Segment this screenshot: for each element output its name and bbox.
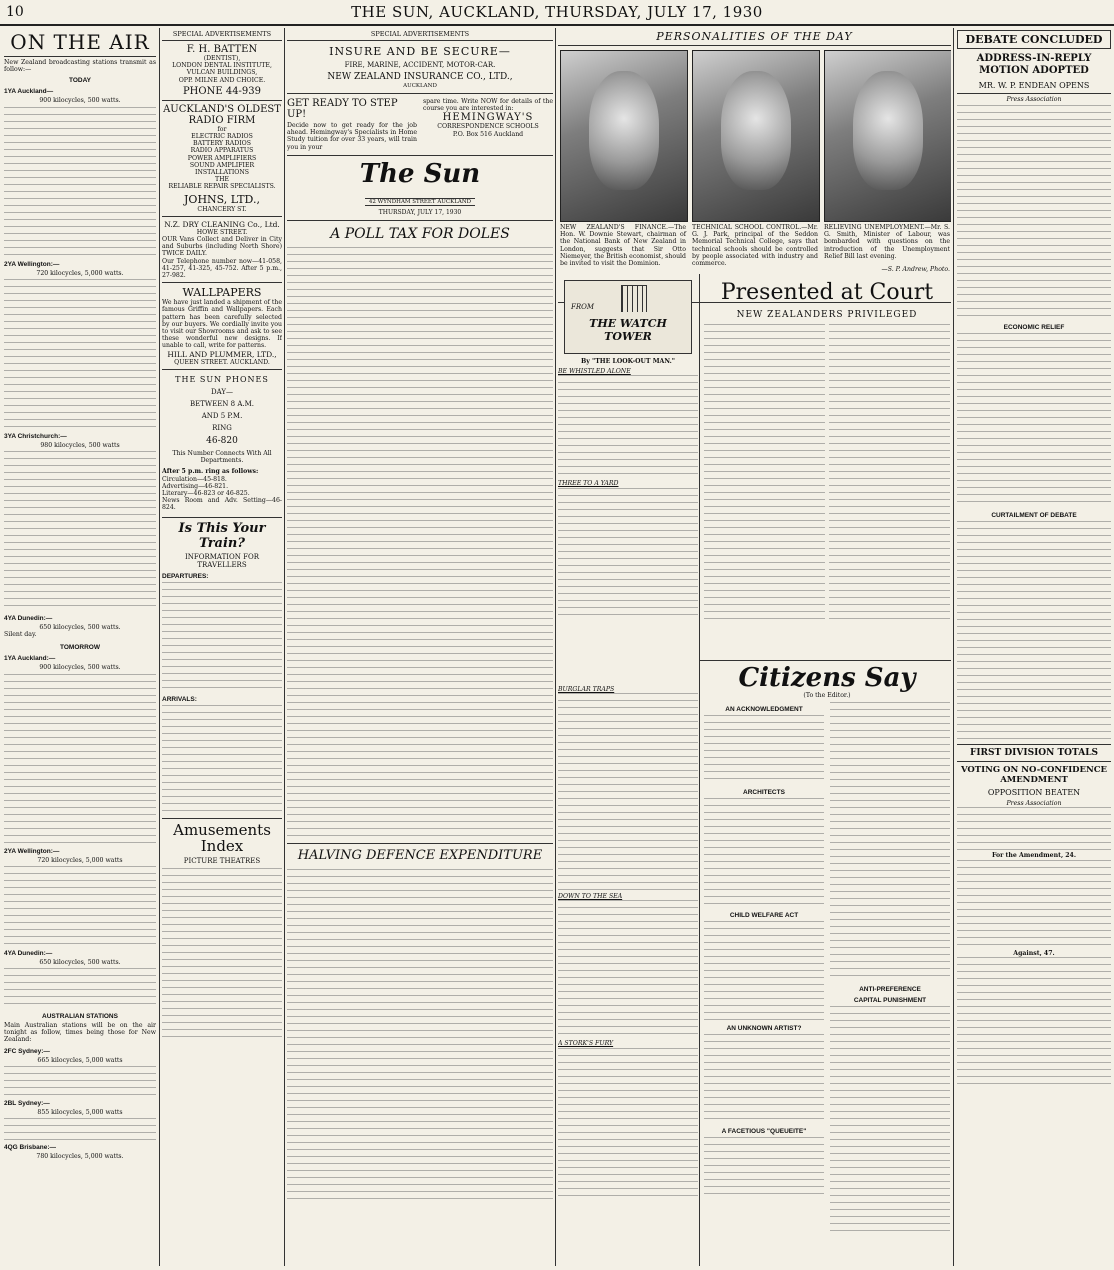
watch-tower-title: THE WATCH TOWER	[589, 317, 667, 343]
page-number: 10	[6, 4, 24, 20]
portrait-photo	[824, 50, 951, 222]
dry-cleaning-body: OUR Vans Collect and Deliver in City and Suburbs (including North Shore) TWICE DAILY.	[162, 236, 282, 258]
watch-tower-text	[558, 1048, 698, 1198]
letter-heading: ARCHITECTS	[743, 789, 785, 797]
sun-phones-note: This Number Connects With All Departments.	[172, 449, 272, 465]
first-division-headline: FIRST DIVISION TOTALS	[957, 744, 1111, 762]
picture-theatres-heading: PICTURE THEATRES	[183, 856, 261, 865]
wallpapers-heading: WALLPAPERS	[182, 286, 262, 300]
court-text	[829, 324, 950, 624]
watch-tower-byline: By "THE LOOK-OUT MAN."	[581, 358, 675, 365]
departures-list	[162, 582, 282, 692]
against-amendment-heading: Against, 47.	[1013, 949, 1055, 957]
citizens-say-headline: Citizens Say	[738, 664, 916, 693]
debate-text	[957, 521, 1111, 741]
economic-relief-heading: ECONOMIC RELIEF	[1003, 324, 1065, 332]
sun-phones-box	[162, 370, 282, 518]
train-section	[162, 518, 282, 818]
hemingways-spare: spare time. Write NOW for details of the course you are interested in:	[423, 98, 553, 113]
personalities-column	[558, 30, 951, 1266]
hemingways-heading: GET READY TO STEP UP!	[287, 98, 398, 120]
after-hours-literary: Literary—46-823 or 46-825.	[162, 489, 250, 497]
programme-text	[4, 279, 156, 429]
tomorrow-1ya-freq: 900 kilocycles, 500 watts.	[39, 664, 121, 672]
programme-text	[4, 451, 156, 611]
section-rule	[700, 660, 951, 661]
batten-line: OPP. MILNE AND CHOICE.	[178, 76, 266, 84]
programme-text	[4, 866, 156, 946]
batten-line: (DENTIST),	[203, 55, 241, 62]
portrait-face	[721, 71, 792, 190]
hemingways-body: Decide now to get ready for the job ahead. Hemingway's Specialists in Home Study tuition for over 33 years, will train you in your	[287, 122, 417, 151]
station-1ya-freq: 900 kilocycles, 500 watts.	[39, 97, 121, 105]
batten-line: LONDON DENTAL INSTITUTE,	[172, 62, 272, 70]
dry-cleaning-ad	[162, 217, 282, 283]
letter-text	[830, 1006, 950, 1236]
station-2ya: 2YA Wellington:—	[4, 260, 60, 268]
letter-text	[704, 798, 824, 908]
station-2ya-freq: 720 kilocycles, 5,000 watts.	[36, 269, 124, 277]
train-heading: Is This Your Train?	[178, 520, 266, 551]
on-the-air-column	[4, 30, 156, 1266]
australian-stations-heading: AUSTRALIAN STATIONS	[42, 1013, 118, 1021]
on-the-air-intro: New Zealand broadcasting stations transmit as follow:—	[4, 59, 156, 74]
debate-text	[957, 105, 1111, 320]
watch-tower-text	[558, 693, 698, 893]
station-2bl: 2BL Sydney:—	[4, 1099, 50, 1107]
portrait-caption: TECHNICAL SCHOOL CONTROL.—Mr. G. J. Park, principal of the Seddon Memorial Technical College, says that technical schools should be controlled by people associated with industry and commerce.	[692, 224, 818, 268]
insurance-ad	[287, 41, 553, 94]
dry-cleaning-phones: Our Telephone number now—41-058, 41-257, 41-325, 45-752. After 5 p.m., 27-982.	[162, 257, 282, 280]
train-subheading: INFORMATION FOR TRAVELLERS	[185, 552, 259, 569]
tomorrow-2ya: 2YA Wellington:—	[4, 847, 60, 855]
special-ads-column	[162, 30, 282, 1266]
photo-credit: —S. P. Andrew, Photo.	[881, 266, 950, 273]
letter-text	[704, 715, 824, 785]
hemingways-name: HEMINGWAY'S	[442, 112, 534, 124]
tomorrow-heading: TOMORROW	[60, 644, 100, 652]
programme-text	[4, 1066, 156, 1096]
radio-firm-items: ELECTRIC RADIOS BATTERY RADIOS RADIO APPARATUS POWER AMPLIFIERS SOUND AMPLIFIER INSTALLATIONS	[187, 133, 257, 177]
hemingways-address: P.O. Box 516 Auckland	[452, 130, 524, 138]
masthead-title: THE SUN, AUCKLAND, THURSDAY, JULY 17, 1930	[351, 3, 763, 21]
arrivals-heading: ARRIVALS:	[162, 695, 197, 703]
sun-phones-number: 46-820	[206, 435, 238, 446]
special-ads-label: SPECIAL ADVERTISEMENTS	[162, 30, 282, 41]
portrait-face	[853, 71, 924, 190]
debate-text	[957, 807, 1111, 852]
johns-address: CHANCERY ST.	[197, 205, 247, 213]
radio-firm-title: AUCKLAND'S OLDEST RADIO FIRM	[163, 103, 281, 126]
column-rule	[699, 274, 700, 1266]
programme-text	[4, 968, 156, 1008]
hill-plummer-address: QUEEN STREET. AUCKLAND.	[174, 358, 270, 366]
court-subheadline: NEW ZEALANDERS PRIVILEGED	[736, 310, 918, 320]
column-rule	[953, 28, 954, 1266]
letter-text	[704, 1137, 824, 1197]
sun-logo-block	[287, 156, 553, 221]
station-3ya-freq: 980 kilocycles, 500 watts	[40, 441, 120, 449]
court-text	[704, 324, 825, 624]
hemingways-schools: CORRESPONDENCE SCHOOLS	[437, 123, 539, 131]
johns-name: JOHNS, LTD.,	[184, 192, 260, 206]
citizens-say-section	[704, 664, 950, 1264]
letter-text	[704, 921, 824, 1021]
portrait-caption: NEW ZEALAND'S FINANCE.—The Hon. W. Downie Stewart, chairman of the National Bank of New Zealand in London, suggests that Sir Otto Niemeyer, the British economist, should be invited to visit the Dominion.	[560, 224, 686, 268]
tomorrow-1ya: 1YA Auckland:—	[4, 655, 56, 663]
sun-logo: The Sun	[359, 158, 481, 189]
defence-article-text	[287, 869, 553, 1199]
personalities-heading: PERSONALITIES OF THE DAY	[558, 30, 951, 46]
programme-text	[4, 107, 156, 257]
sun-phones-heading: THE SUN PHONES	[175, 374, 269, 384]
silent-day: Silent day.	[4, 631, 37, 639]
station-4qg: 4QG Brisbane:—	[4, 1144, 57, 1152]
letter-heading: CHILD WELFARE ACT	[729, 912, 799, 920]
poll-tax-article-text	[287, 247, 553, 837]
address-in-reply-headline: ADDRESS-IN-REPLY MOTION ADOPTED	[976, 53, 1092, 76]
tomorrow-4ya: 4YA Dunedin:—	[4, 949, 53, 957]
watch-tower-item-heading: BE WHISTLED ALONE	[558, 368, 631, 376]
insurance-subtitle: FIRE, MARINE, ACCIDENT, MOTOR-CAR.	[344, 61, 496, 69]
tomorrow-4ya-freq: 650 kilocycles, 500 watts.	[39, 958, 121, 966]
letter-text	[830, 702, 950, 982]
opposition-beaten-headline: OPPOSITION BEATEN	[987, 788, 1081, 798]
programme-text	[4, 1118, 156, 1140]
halving-defence-headline: HALVING DEFENCE EXPENDITURE	[287, 843, 553, 863]
amusements-heading: Amusements Index	[173, 820, 271, 855]
watch-tower-text	[558, 488, 698, 618]
editorial-column	[287, 30, 553, 1266]
on-the-air-heading: ON THE AIR	[4, 30, 156, 57]
batten-line: VULCAN BUILDINGS,	[186, 69, 258, 77]
insurance-city: AUCKLAND	[403, 83, 437, 89]
wallpapers-ad	[162, 283, 282, 370]
column-rule	[159, 28, 160, 1266]
citizens-say-subheading: (To the Editor.)	[803, 692, 851, 699]
tower-icon	[621, 285, 647, 312]
watch-tower-emblem	[564, 280, 692, 354]
press-association: Press Association	[1006, 96, 1062, 103]
dry-cleaning-address: HOWE STREET.	[196, 228, 248, 236]
watch-tower-item-heading: A STORK'S FURY	[558, 1040, 614, 1048]
batten-phone: PHONE 44-939	[182, 85, 262, 97]
batten-ad	[162, 41, 282, 101]
portrait-photo	[560, 50, 688, 222]
dry-cleaning-name: N.Z. DRY CLEANING Co., Ltd.	[164, 219, 280, 229]
station-2bl-freq: 855 kilocycles, 5,000 watts	[37, 1108, 123, 1116]
press-association: Press Association	[1006, 800, 1062, 808]
station-1ya: 1YA Auckland—	[4, 88, 54, 96]
division-list	[957, 860, 1111, 950]
station-4ya: 4YA Dunedin:—	[4, 615, 53, 623]
programme-text	[4, 674, 156, 844]
insurance-company: NEW ZEALAND INSURANCE CO., LTD.,	[327, 72, 513, 82]
station-2fc: 2FC Sydney:—	[4, 1047, 50, 1055]
editorial-dateline: THURSDAY, JULY 17, 1930	[378, 208, 462, 216]
station-4qg-freq: 780 kilocycles, 5,000 watts.	[36, 1153, 124, 1161]
letter-signature: ANTI-PREFERENCE	[859, 986, 921, 994]
departures-heading: DEPARTURES:	[162, 572, 209, 580]
station-2fc-freq: 665 kilocycles, 5,000 watts	[37, 1056, 123, 1064]
station-4ya-freq: 650 kilocycles, 500 watts.	[39, 624, 121, 632]
watch-tower-item-heading: THREE TO A YARD	[558, 480, 619, 488]
poll-tax-headline: A POLL TAX FOR DOLES	[330, 225, 510, 242]
letter-heading: A FACETIOUS "QUEUEITE"	[721, 1128, 807, 1136]
letter-heading: AN UNKNOWN ARTIST?	[726, 1025, 802, 1033]
sun-phones-hours: BETWEEN 8 A.M.	[189, 399, 255, 408]
column-rule	[555, 28, 556, 1266]
hill-plummer-name: HILL AND PLUMMER, LTD.,	[167, 349, 277, 359]
radio-firm-for: for	[217, 125, 227, 133]
curtailment-heading: CURTAILMENT OF DEBATE	[991, 512, 1077, 520]
endean-headline: MR. W. P. ENDEAN OPENS	[957, 81, 1111, 94]
sun-phones-ring: RING	[212, 423, 232, 432]
watch-tower-item-heading: BURGLAR TRAPS	[558, 686, 615, 693]
column-rule	[284, 28, 285, 1266]
radio-firm-the: THE	[214, 176, 230, 184]
letter-heading: AN ACKNOWLEDGMENT	[725, 706, 803, 714]
batten-name: F. H. BATTEN	[186, 44, 258, 55]
station-3ya: 3YA Christchurch:—	[4, 432, 67, 440]
sun-phones-hours-end: AND 5 P.M.	[201, 411, 243, 420]
debate-headline: DEBATE CONCLUDED	[957, 30, 1111, 49]
portrait-caption: RELIEVING UNEMPLOYMENT.—Mr. S. G. Smith, Minister of Labour, was bombarded with questions on the introduction of the Unemployment Relief Bill last evening.	[824, 224, 950, 260]
court-article	[704, 280, 950, 650]
arrivals-list	[162, 705, 282, 815]
australian-stations-intro: Main Australian stations will be on the air tonight as follow, times being those for New Zealand:	[4, 1022, 156, 1044]
radio-firm-slogan: RELIABLE REPAIR SPECIALISTS.	[168, 183, 276, 191]
after-hours-heading: After 5 p.m. ring as follows:	[162, 468, 259, 476]
voting-headline: VOTING ON NO-CONFIDENCE AMENDMENT	[960, 765, 1108, 786]
watch-tower-section-cont	[558, 686, 698, 1256]
hemingways-ad	[287, 94, 553, 156]
watch-tower-text	[558, 375, 698, 480]
sun-logo-address: 42 WYNDHAM STREET AUCKLAND	[365, 198, 475, 206]
photo-row	[558, 46, 951, 286]
portrait-face	[589, 71, 660, 190]
watch-tower-section	[558, 276, 698, 686]
letter-text	[704, 1034, 824, 1124]
court-headline: Presented at Court	[720, 280, 934, 305]
radio-firm-ad	[162, 101, 282, 217]
wallpapers-body: We have just landed a shipment of the famous Griffin and Wallpapers. Each pattern has been carefully selected by our buyers. We cordially invite you to visit our Showrooms and ask to see these wonderful new designs. If unable to call, write for patterns.	[162, 299, 282, 350]
watch-tower-from: FROM	[571, 303, 595, 311]
tomorrow-2ya-freq: 720 kilocycles, 5,000 watts	[37, 856, 123, 864]
debate-text	[957, 333, 1111, 508]
masthead	[0, 0, 1114, 26]
court-text-columns	[704, 324, 950, 624]
insurance-title: INSURE AND BE SECURE—	[329, 45, 511, 58]
sun-phones-day: DAY—	[210, 387, 233, 396]
debate-column	[957, 30, 1111, 1266]
for-amendment-heading: For the Amendment, 24.	[991, 852, 1077, 860]
theatre-listings	[162, 868, 282, 1038]
watch-tower-text	[558, 900, 698, 1040]
watch-tower-item-heading: DOWN TO THE SEA	[558, 893, 623, 901]
after-hours-news-room: News Room and Adv. Setting—46-824.	[162, 497, 282, 512]
after-hours-advertising: Advertising—46-821.	[162, 482, 229, 490]
portrait-photo	[692, 50, 820, 222]
division-list	[957, 957, 1111, 1087]
amusements-section	[162, 818, 282, 1041]
after-hours-circulation: Circulation—45-818.	[162, 475, 227, 483]
special-ads-label: SPECIAL ADVERTISEMENTS	[287, 30, 553, 41]
letter-heading: CAPITAL PUNISHMENT	[853, 997, 927, 1005]
today-heading: TODAY	[68, 77, 92, 85]
